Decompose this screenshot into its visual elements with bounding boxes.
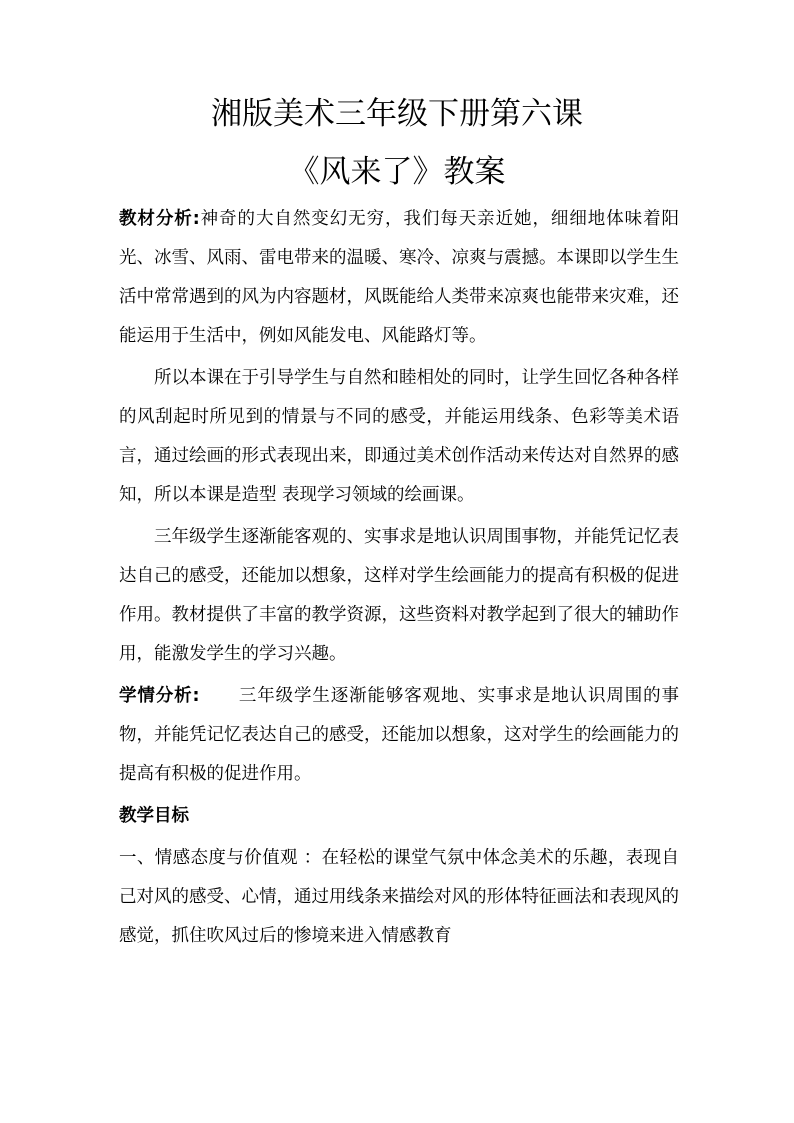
analysis-paragraph-1 bbox=[119, 200, 679, 356]
goals-heading: 教学目标 bbox=[119, 806, 189, 826]
document-body bbox=[119, 200, 679, 959]
document-title-line1: 湘版美术三年级下册第六课 bbox=[211, 96, 583, 132]
analysis-label: 教材分析: bbox=[119, 209, 200, 229]
document-title-line2: 《风来了》教案 bbox=[288, 154, 506, 190]
goals-item-1: 一、情感态度与价值观 ：在轻松的课堂气氛中体念美术的乐趣，表现自己对风的感受、心情，通过用线条来描绘对风的形体特征画法和表现风的感觉，抓住吹风过后的惨境来进入情感教育 bbox=[119, 848, 679, 946]
student-analysis-label: 学情分析: bbox=[119, 686, 200, 706]
analysis-text-1: 神奇的大自然变幻无穷，我们每天亲近她，细细地体味着阳光、冰雪、风雨、雷电带来的温暖、寒冷、凉爽与震撼。本课即以学生生活中常常遇到的风为内容题材，风既能给人类带来凉爽也能带来灾难，还能运用于生活中，例如风能发电、风能路灯等。 bbox=[119, 209, 679, 346]
student-analysis-text: 三年级学生逐渐能够客观地、实事求是地认识周围的事物，并能凭记忆表达自己的感受，还能加以想象，这对学生的绘画能力的提高有积极的促进作用。 bbox=[119, 686, 679, 784]
student-analysis-paragraph bbox=[119, 677, 679, 794]
analysis-paragraph-2: 所以本课在于引导学生与自然和睦相处的同时，让学生回忆各种各样的风刮起时所见到的情景与不同的感受，并能运用线条、色彩等美术语言，通过绘画的形式表现出来，即通过美术创作活动来传达对自然界的感知，所以本课是造型 表现学习领域的绘画课。 bbox=[119, 368, 679, 505]
analysis-paragraph-3: 三年级学生逐渐能客观的、实事求是地认识周围事物，并能凭记忆表达自己的感受，还能加以想象，这样对学生绘画能力的提高有积极的促进作用。教材提供了丰富的教学资源，这些资料对教学起到了很大的辅助作用，能激发学生的学习兴趣。 bbox=[119, 527, 679, 664]
